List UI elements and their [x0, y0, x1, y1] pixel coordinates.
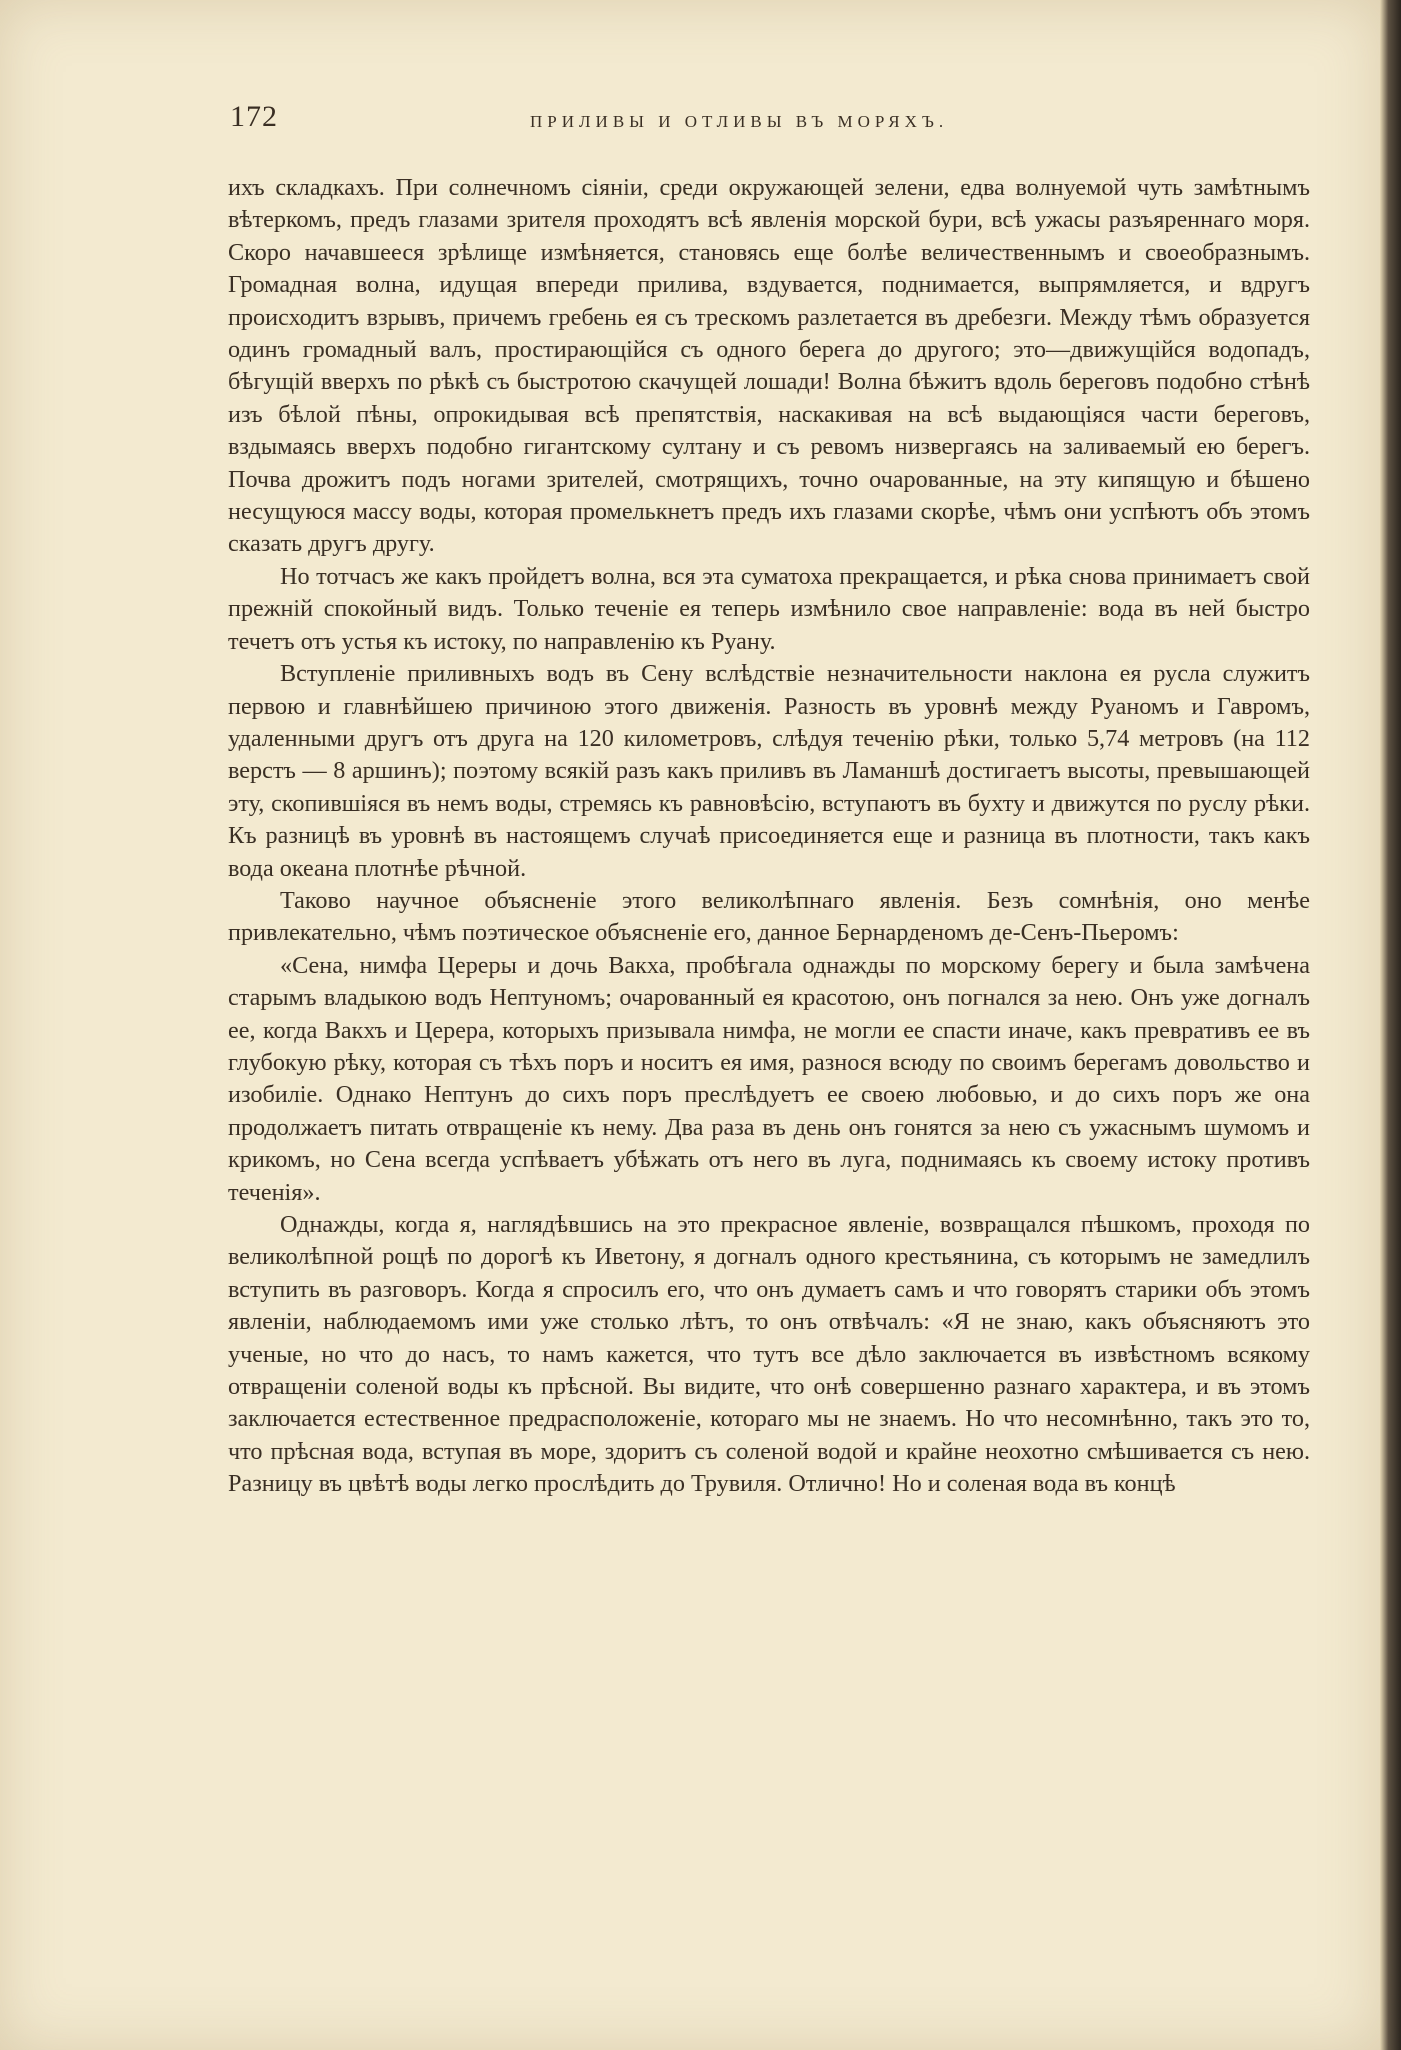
quote-paragraph: «Сена, нимфа Цереры и дочь Вакха, пробѣгала однажды по морскому берегу и была замѣчена старымъ владыкою водъ Нептуномъ; очарованный ея красотою, онъ погнался за нею. Онъ уже догналъ ее, когда Вакхъ и Церера, которыхъ призывала нимфа, не могли ее спасти иначе, какъ превративъ ее въ глубокую рѣку, которая съ тѣхъ поръ и носитъ ея имя, разнося всюду по своимъ берегамъ довольство и изобиліе. Однако Нептунъ до сихъ поръ преслѣдуетъ ее своею любовью, и до сихъ поръ же она продолжаетъ питать отвращеніе къ нему. Два раза въ день онъ гонятся за нею съ ужаснымъ шумомъ и крикомъ, но Сена всегда успѣваетъ убѣжать отъ него въ луга, поднимаясь къ своему истоку противъ теченія».	[228, 951, 1310, 1206]
body-text	[228, 172, 1310, 1501]
page-header	[230, 100, 1310, 146]
page-number: 172	[230, 100, 278, 133]
page-edge-shadow	[1380, 0, 1401, 2050]
paragraph: Вступленіе приливныхъ водъ въ Сену вслѣдствіе незначительности наклона ея русла служитъ первою и главнѣйшею причиною этого движенія. Разность въ уровнѣ между Руаномъ и Гавромъ, удаленными другъ отъ друга на 120 километровъ, слѣдуя теченію рѣки, только 5,74 метровъ (на 112 верстъ — 8 аршинъ); поэтому всякій разъ какъ приливъ въ Ламаншѣ достигаетъ высоты, превышающей эту, скопившіяся въ немъ воды, стремясь къ равновѣсію, вступаютъ въ бухту и движутся по руслу рѣки. Къ разницѣ въ уровнѣ въ настоящемъ случаѣ присоединяется еще и разница въ плотности, такъ какъ вода океана плотнѣе рѣчной.	[228, 660, 1310, 882]
paragraph: Однажды, когда я, наглядѣвшись на это прекрасное явленіе, возвращался пѣшкомъ, проходя по великолѣпной рощѣ по дорогѣ къ Иветону, я догналъ одного крестьянина, съ которымъ не замедлилъ вступить въ разговоръ. Когда я спросилъ его, что онъ думаетъ самъ и что говорятъ старики объ этомъ явленіи, наблюдаемомъ ими уже столько лѣтъ, то онъ отвѣчалъ: «Я не знаю, какъ объясняютъ это ученые, но что до насъ, то намъ кажется, что тутъ все дѣло заключается въ извѣстномъ всякому отвращеніи соленой воды къ прѣсной. Вы видите, что онѣ совершенно разнаго характера, и въ этомъ заключается естественное предрасположеніе, котораго мы не знаемъ. Но что несомнѣнно, такъ это то, что прѣсная вода, вступая въ море, здоритъ съ соленой водой и крайне неохотно смѣшивается съ нею. Разницу въ цвѣтѣ воды легко прослѣдить до Трувиля. Отлично! Но и соленая вода въ концѣ	[228, 1211, 1310, 1498]
running-title: ПРИЛИВЫ И ОТЛИВЫ ВЪ МОРЯХЪ.	[530, 112, 949, 131]
paragraph: Таково научное объясненіе этого великолѣпнаго явленія. Безъ сомнѣнія, оно менѣе привлекательно, чѣмъ поэтическое объясненіе его, данное Бернарденомъ де-Сенъ-Пьеромъ:	[228, 886, 1310, 947]
paragraph: Но тотчасъ же какъ пройдетъ волна, вся эта суматоха прекращается, и рѣка снова принимаетъ свой прежній спокойный видъ. Только теченіе ея теперь измѣнило свое направленіе: вода въ ней быстро течетъ отъ устья къ истоку, по направленію къ Руану.	[228, 562, 1310, 655]
paragraph: ихъ складкахъ. При солнечномъ сіяніи, среди окружающей зелени, едва волнуемой чуть замѣтнымъ вѣтеркомъ, предъ глазами зрителя проходятъ всѣ явленія морской бури, всѣ ужасы разъяреннаго моря. Скоро начавшееся зрѣлище измѣняется, становясь еще болѣе величественнымъ и своеобразнымъ. Громадная волна, идущая впереди прилива, вздувается, поднимается, выпрямляется, и вдругъ происходитъ взрывъ, причемъ гребень ея съ трескомъ разлетается въ дребезги. Между тѣмъ образуется одинъ громадный валъ, простирающійся съ одного берега до другого; это—движущійся водопадъ, бѣгущій вверхъ по рѣкѣ съ быстротою скачущей лошади! Волна бѣжитъ вдоль береговъ подобно стѣнѣ изъ бѣлой пѣны, опрокидывая всѣ препятствія, наскакивая на всѣ выдающіяся части береговъ, вздымаясь вверхъ подобно гигантскому султану и съ ревомъ низвергаясь на заливаемый ею берегъ. Почва дрожитъ подъ ногами зрителей, смотрящихъ, точно очарованные, на эту кипящую и бѣшено несущуюся массу воды, которая промелькнетъ предъ ихъ глазами скорѣе, чѣмъ они успѣютъ объ этомъ сказать другъ другу.	[228, 174, 1310, 558]
